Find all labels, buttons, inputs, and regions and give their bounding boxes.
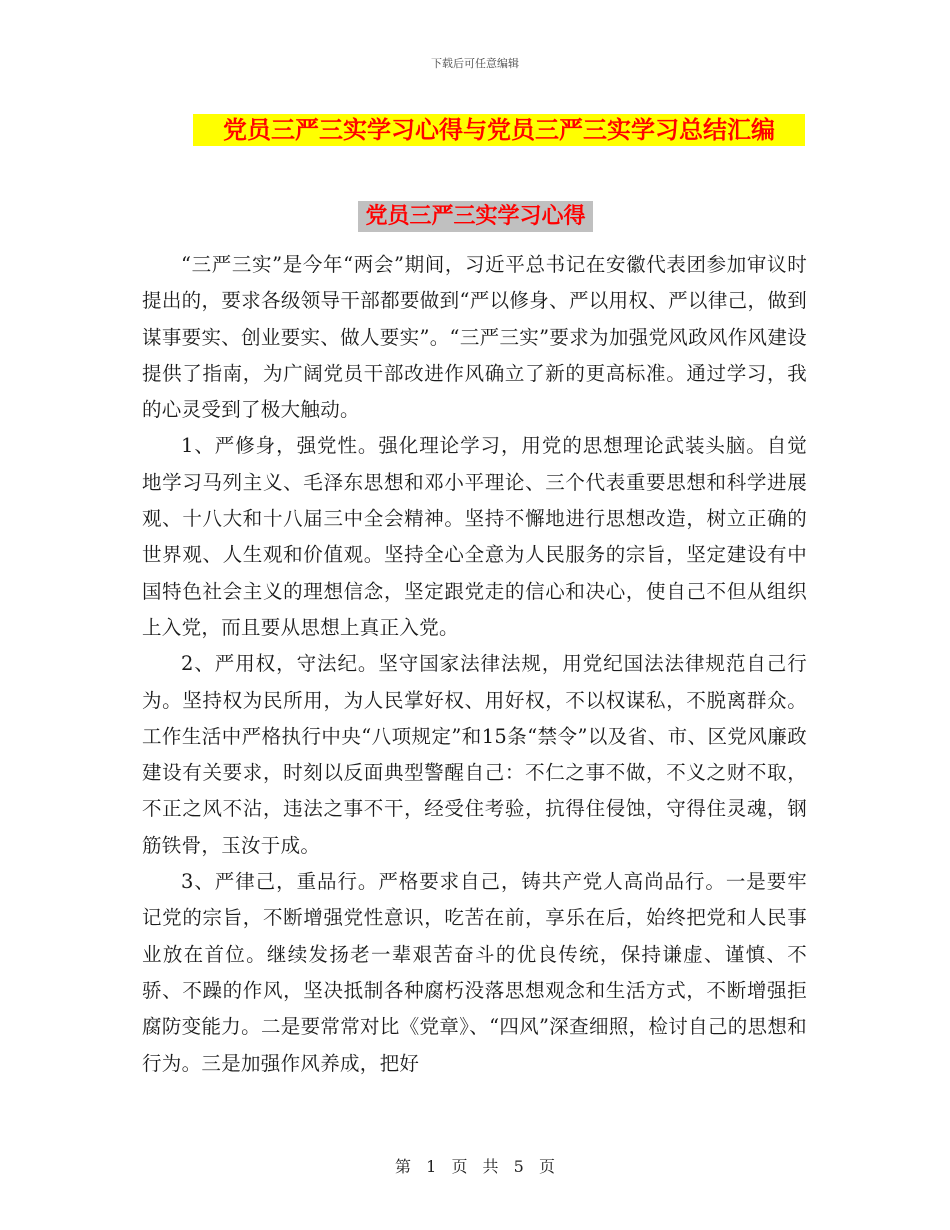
paragraph-intro: “三严三实”是今年“两会”期间，习近平总书记在安徽代表团参加审议时提出的，要求各级领导干部都要做到“严以修身、严以用权、严以律己，做到谋事要实、创业要实、做人要实”。“三严三实”要求为加强党风政风作风建设提供了指南，为广阔党员干部改进作风确立了新的更高标准。通过学习，我的心灵受到了极大触动。 [142,253,807,422]
paragraph-point-3: 3、严律己，重品行。严格要求自己，铸共产党人高尚品行。一是要牢记党的宗旨，不断增强党性意识，吃苦在前，享乐在后，始终把党和人民事业放在首位。继续发扬老一辈艰苦奋斗的优良传统，保持谦虚、谨慎、不骄、不躁的作风，坚决抵制各种腐朽没落思想观念和生活方式，不断增强拒腐防变能力。二是要常常对比《党章》、“四风”深查细照，检讨自己的思想和行为。三是加强作风养成，把好 [142,870,807,1075]
paragraph-point-2: 2、严用权，守法纪。坚守国家法律法规，用党纪国法法律规范自己行为。坚持权为民所用，为人民掌好权、用好权，不以权谋私，不脱离群众。工作生活中严格执行中央“八项规定”和15条“禁令”以及省、市、区党风廉政建设有关要求，时刻以反面典型警醒自己：不仁之事不做，不义之财不取，不正之风不沾，违法之事不干，经受住考验，抗得住侵蚀，守得住灵魂，钢筋铁骨，玉汝于成。 [142,652,807,857]
footer-page-unit: 页 [451,1157,468,1176]
main-title: 党员三严三实学习心得与党员三严三实学习总结汇编 [223,115,775,144]
paragraph-point-1: 1、严修身，强党性。强化理论学习，用党的思想理论武装头脑。自觉地学习马列主义、毛泽东思想和邓小平理论、三个代表重要思想和科学进展观、十八大和十八届三中全会精神。坚持不懈地进行思想改造，树立正确的世界观、人生观和价值观。坚持全心全意为人民服务的宗旨，坚定建设有中国特色社会主义的理想信念，坚定跟党走的信心和决心，使自己不但从组织上入党，而且要从思想上真正入党。 [142,434,807,639]
footer-prefix: 第 [395,1157,412,1176]
sub-title: 党员三严三实学习心得 [365,203,586,229]
header-note: 下载后可任意编辑 [431,57,519,70]
sub-title-highlight [358,201,593,232]
footer-total-unit: 页 [538,1157,555,1176]
page-footer [0,1154,950,1177]
footer-page-number: 1 [426,1157,437,1176]
footer-total-pages: 5 [513,1157,524,1176]
footer-total-prefix: 共 [482,1157,499,1176]
main-title-highlight [193,114,805,146]
document-body [142,247,807,1082]
